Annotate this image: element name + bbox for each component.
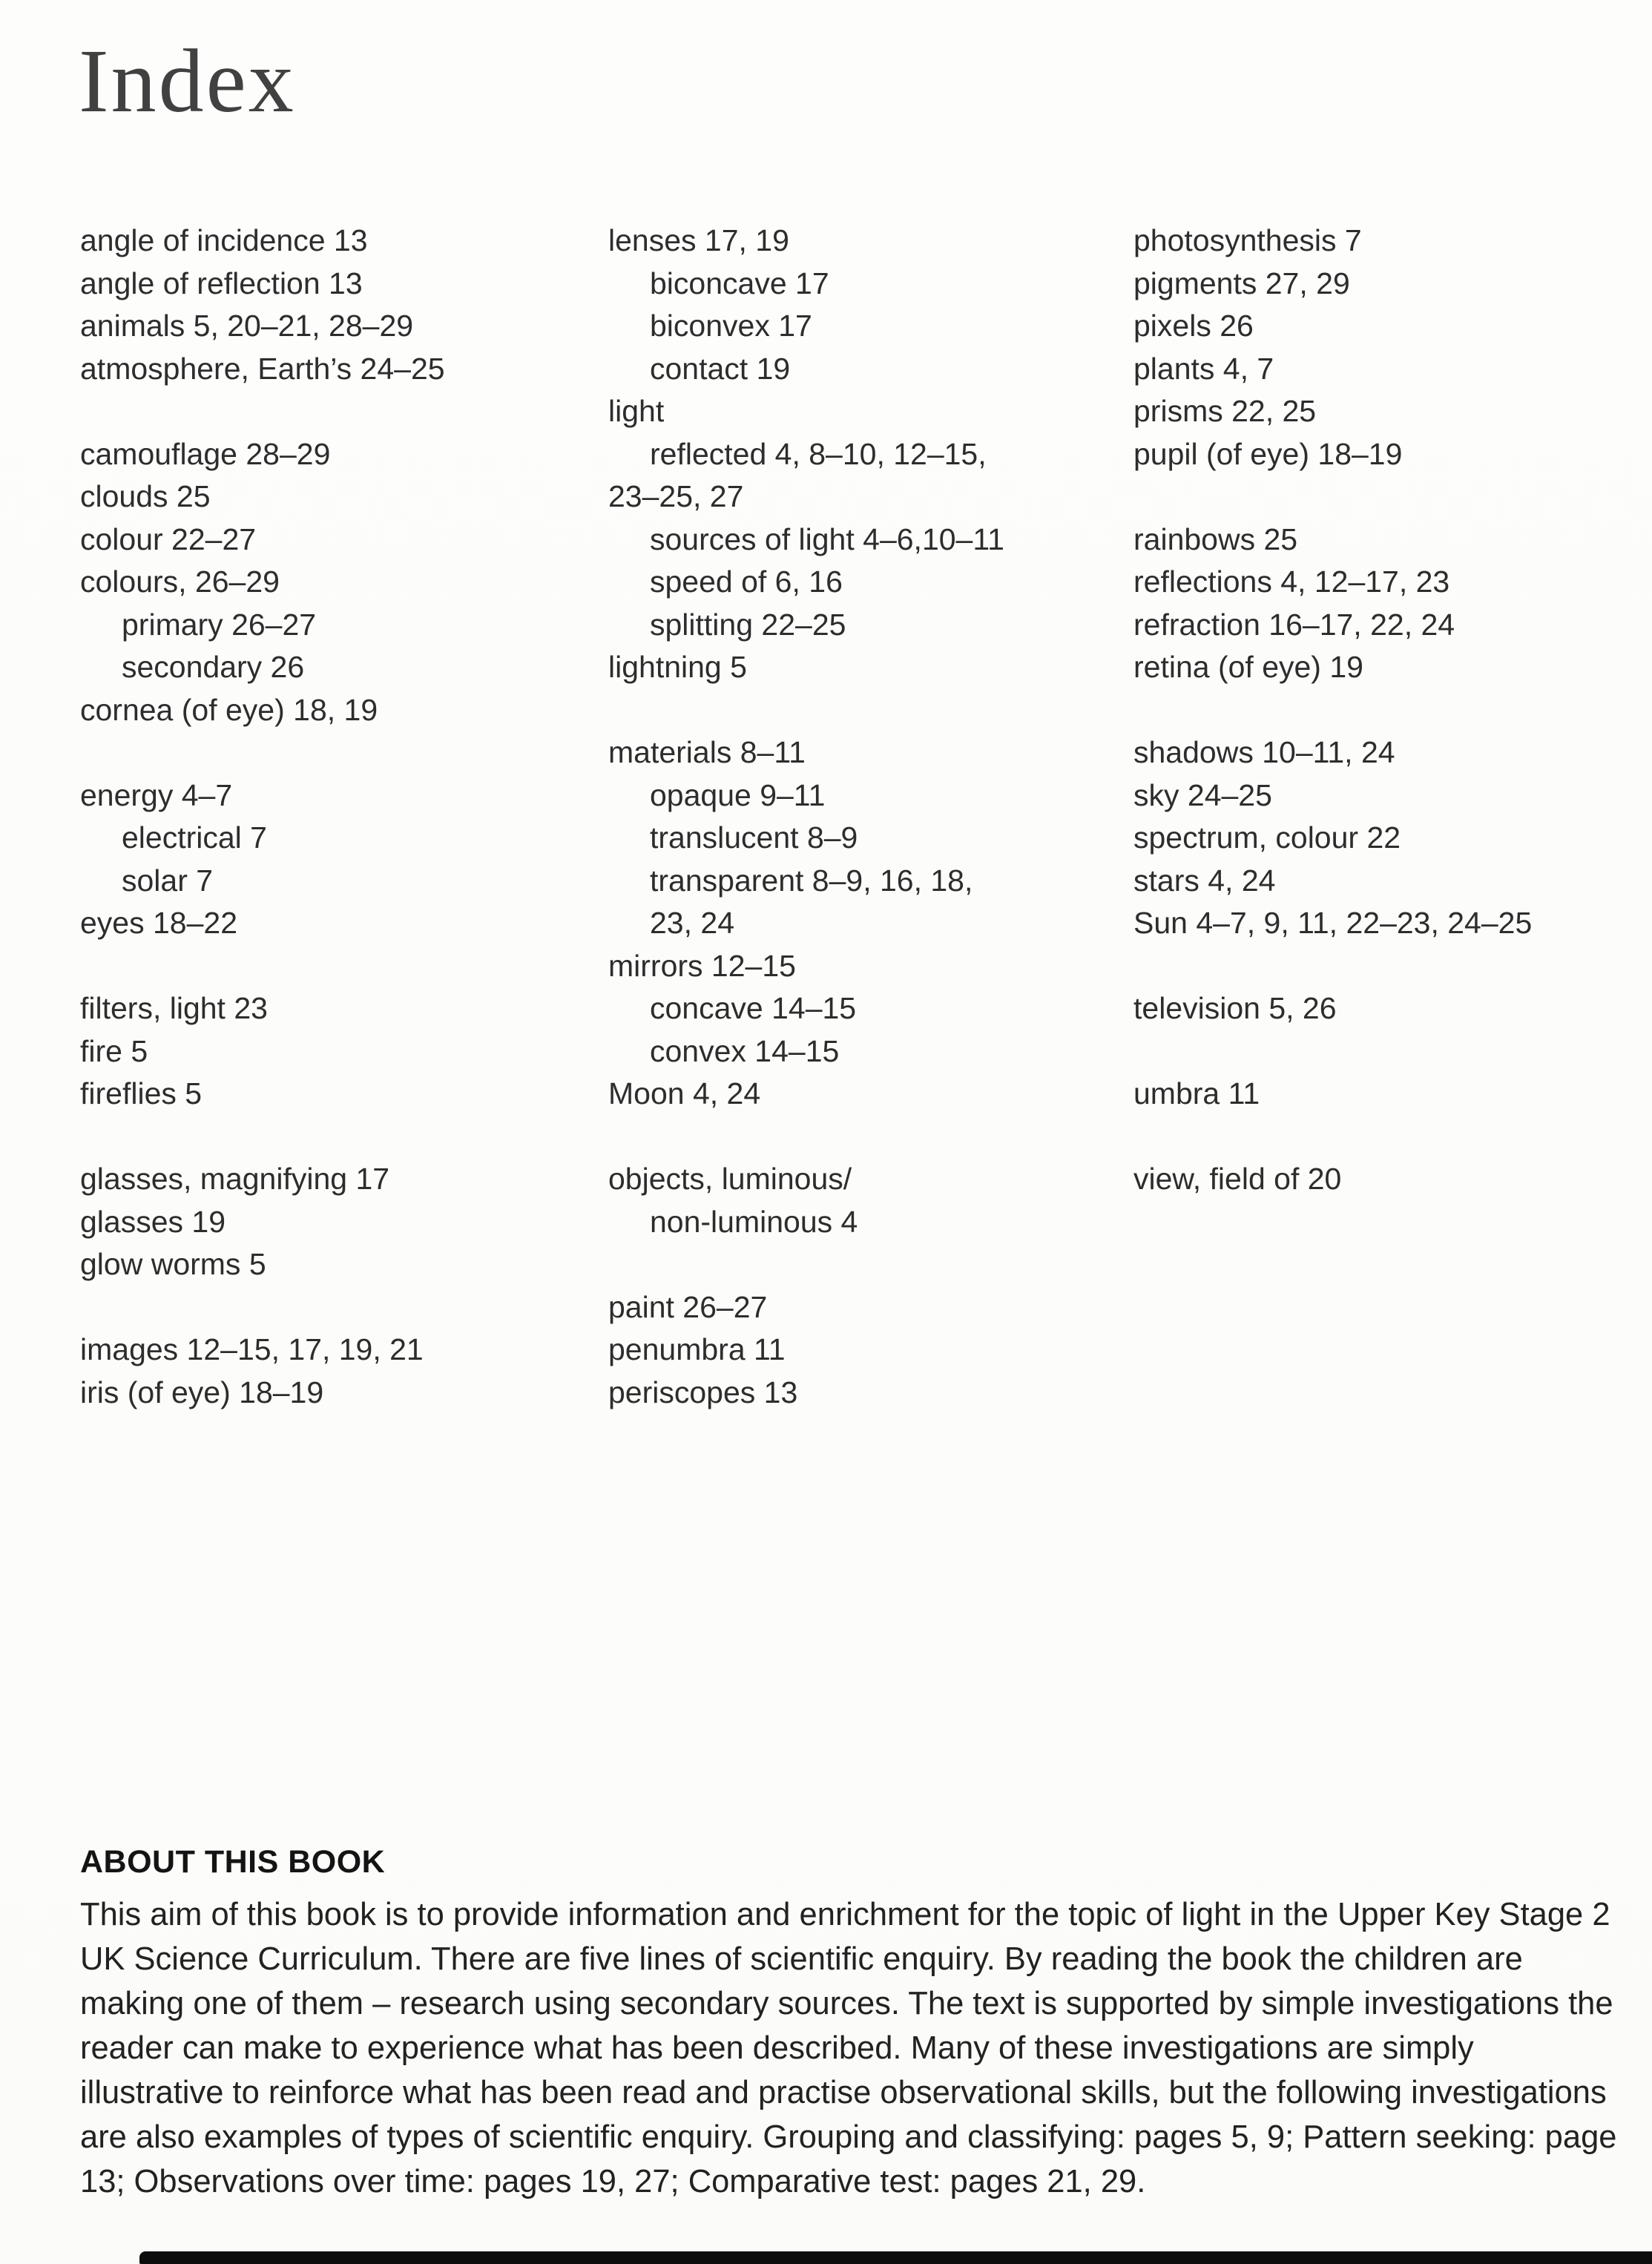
index-entry: umbra 11 [1133,1076,1260,1110]
index-group-gap [608,689,1135,732]
index-entry: 23, 24 [650,906,734,940]
index-entry: filters, light 23 [80,991,268,1025]
index-entry: clouds 25 [80,479,211,513]
index-entry: spectrum, colour 22 [1133,820,1401,855]
index-entry: shadows 10–11, 24 [1133,735,1395,769]
index-group-gap [608,1116,1135,1159]
index-entry: paint 26–27 [608,1289,768,1324]
index-entry: objects, luminous/ [608,1162,852,1196]
index-entry: contact 19 [650,351,791,386]
index-entry: rainbows 25 [1133,521,1298,556]
index-entry: opaque 9–11 [650,777,826,812]
about-body-text: This aim of this book is to provide information and enrichment for the topic of light in the Upper Key Stage 2 UK Science Curriculum. There are five lines of scientific enquiry. By reading the book the children are making one of them – research using secondary sources. The text is supported by simple investigations the reader can make to experience what has been described. Many of these investigations are simply illustrative to reinforce what has been read and practise observational skills, but the following investigations are also examples of types of scientific enquiry. Grouping and classifying: pages 5, 9; Pattern seeking: page 13; Observations over time: pages 19, 27; Comparative test: pages 21, 29. [80,1897,1617,2199]
index-entry: fireflies 5 [80,1076,203,1110]
index-entry: prisms 22, 25 [1133,394,1317,428]
index-entry: pupil (of eye) 18–19 [1133,436,1403,471]
page-title: Index [79,31,296,131]
index-entry: Moon 4, 24 [608,1076,761,1110]
index-entry: biconcave 17 [650,266,829,300]
index-group-gap [1133,475,1645,519]
index-entry: mirrors 12–15 [608,948,796,983]
index-entry: Sun 4–7, 9, 11, 22–23, 24–25 [1133,906,1533,940]
index-entry: non-luminous 4 [650,1204,858,1239]
index-entry: reflected 4, 8–10, 12–15, [650,436,987,471]
index-entry: view, field of 20 [1133,1162,1342,1196]
about-section [80,1844,1619,2204]
index-entry: light [608,394,665,428]
index-entry: biconvex 17 [650,309,812,343]
index-column-3 [1133,220,1645,1201]
index-entry: pixels 26 [1133,309,1254,343]
index-entry: colours, 26–29 [80,565,280,599]
index-entry: concave 14–15 [650,991,857,1025]
index-entry: angle of incidence 13 [80,223,368,257]
index-entry: 23–25, 27 [608,479,744,513]
index-entry: lenses 17, 19 [608,223,789,257]
index-entry: sky 24–25 [1133,777,1272,812]
index-group-gap [80,390,592,433]
index-entry: angle of reflection 13 [80,266,363,300]
page-scan-edge [139,2251,1652,2264]
index-entry: penumbra 11 [608,1332,786,1366]
index-entry: electrical 7 [122,820,267,855]
index-column-1 [80,220,592,1414]
index-entry: splitting 22–25 [650,607,846,642]
index-entry: lightning 5 [608,650,747,684]
index-entry: sources of light 4–6,10–11 [650,521,1004,556]
index-group-gap [1133,689,1645,732]
index-entry: photosynthesis 7 [1133,223,1362,257]
index-entry: materials 8–11 [608,735,806,769]
index-entry: images 12–15, 17, 19, 21 [80,1332,424,1366]
index-entry: refraction 16–17, 22, 24 [1133,607,1455,642]
index-entry: plants 4, 7 [1133,351,1274,386]
index-entry: solar 7 [122,863,214,898]
index-entry: speed of 6, 16 [650,565,843,599]
index-entry: eyes 18–22 [80,906,238,940]
index-entry: glow worms 5 [80,1247,266,1281]
index-entry: stars 4, 24 [1133,863,1276,898]
index-entry: reflections 4, 12–17, 23 [1133,565,1450,599]
index-group-gap [1133,1030,1645,1073]
index-entry: fire 5 [80,1033,148,1068]
index-entry: retina (of eye) 19 [1133,650,1363,684]
index-group-gap [80,1286,592,1329]
index-group-gap [608,1243,1135,1286]
index-entry: convex 14–15 [650,1033,840,1068]
index-group-gap [1133,1116,1645,1159]
index-entry: television 5, 26 [1133,991,1337,1025]
index-entry: animals 5, 20–21, 28–29 [80,309,414,343]
index-group-gap [80,1116,592,1159]
index-group-gap [1133,945,1645,988]
index-column-2 [608,220,1135,1414]
index-entry: secondary 26 [122,650,305,684]
index-entry: glasses 19 [80,1204,226,1239]
index-entry: energy 4–7 [80,777,233,812]
index-entry: atmosphere, Earth’s 24–25 [80,351,445,386]
index-entry: camouflage 28–29 [80,436,331,471]
about-heading: ABOUT THIS BOOK [80,1844,386,1880]
index-entry: transparent 8–9, 16, 18, [650,863,973,898]
index-entry: pigments 27, 29 [1133,266,1350,300]
index-entry: primary 26–27 [122,607,317,642]
index-entry: colour 22–27 [80,521,257,556]
index-entry: glasses, magnifying 17 [80,1162,390,1196]
index-entry: iris (of eye) 18–19 [80,1375,324,1409]
index-entry: periscopes 13 [608,1375,798,1409]
index-entry: translucent 8–9 [650,820,858,855]
index-entry: cornea (of eye) 18, 19 [80,692,378,727]
index-group-gap [80,945,592,988]
index-group-gap [80,731,592,774]
